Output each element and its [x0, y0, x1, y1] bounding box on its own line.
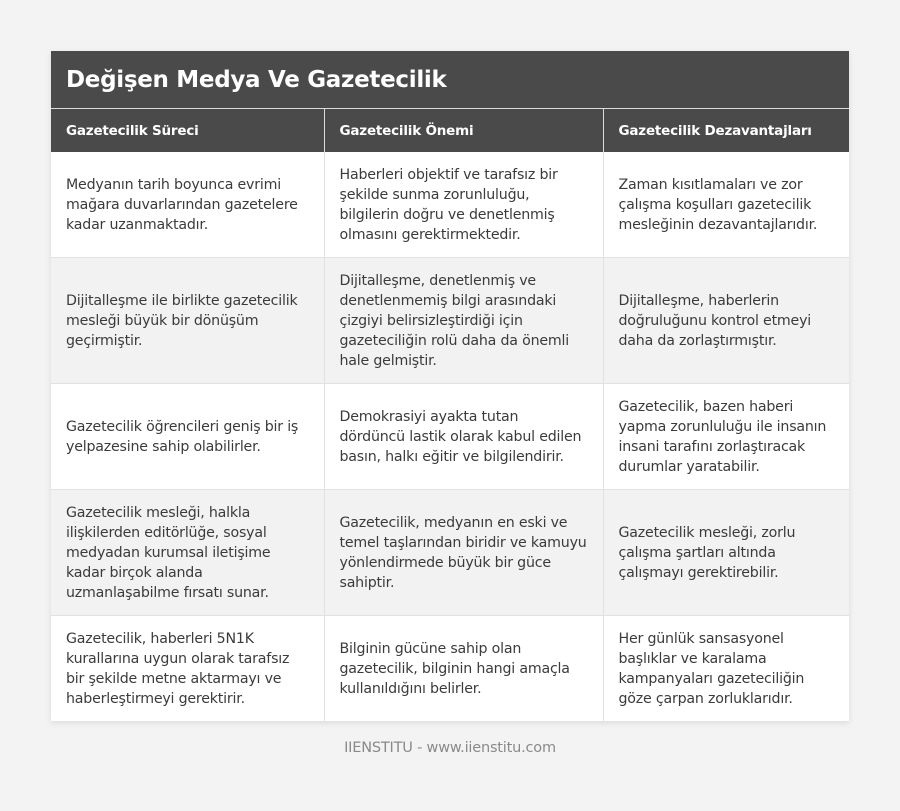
table-cell: Gazetecilik, medyanın en eski ve temel taşlarından biridir ve kamuyu yönlendirmede büyük bir güce sahiptir.: [324, 490, 603, 616]
comparison-table-card: [51, 51, 849, 721]
table-row: [51, 258, 849, 384]
table-cell: Demokrasiyi ayakta tutan dördüncü lastik olarak kabul edilen basın, halkı eğitir ve bilgilendirir.: [324, 384, 603, 490]
table-cell: Gazetecilik, haberleri 5N1K kurallarına uygun olarak tarafsız bir şekilde metne aktarmayı ve haberleştirmeyi gerektirir.: [51, 616, 324, 722]
table-title: Değişen Medya Ve Gazetecilik: [51, 51, 849, 109]
table-cell: Gazetecilik mesleği, zorlu çalışma şartları altında çalışmayı gerektirebilir.: [603, 490, 849, 616]
table-cell: Medyanın tarih boyunca evrimi mağara duvarlarından gazetelere kadar uzanmaktadır.: [51, 152, 324, 258]
table-row: [51, 490, 849, 616]
table-header-row: [51, 109, 849, 152]
column-header-dezavantajlari: Gazetecilik Dezavantajları: [603, 109, 849, 152]
comparison-table: [51, 109, 849, 721]
table-cell: Dijitalleşme ile birlikte gazetecilik mesleği büyük bir dönüşüm geçirmiştir.: [51, 258, 324, 384]
table-cell: Zaman kısıtlamaları ve zor çalışma koşulları gazetecilik mesleğinin dezavantajlarıdır.: [603, 152, 849, 258]
table-cell: Gazetecilik, bazen haberi yapma zorunluluğu ile insanın insani tarafını zorlaştıracak durumlar yaratabilir.: [603, 384, 849, 490]
table-cell: Her günlük sansasyonel başlıklar ve karalama kampanyaları gazeteciliğin göze çarpan zorluklarıdır.: [603, 616, 849, 722]
table-cell: Bilginin gücüne sahip olan gazetecilik, bilginin hangi amaçla kullanıldığını belirler.: [324, 616, 603, 722]
table-cell: Gazetecilik mesleği, halkla ilişkilerden editörlüğe, sosyal medyadan kurumsal iletişime kadar birçok alanda uzmanlaşabilme fırsatı sunar.: [51, 490, 324, 616]
table-cell: Haberleri objektif ve tarafsız bir şekilde sunma zorunluluğu, bilgilerin doğru ve denetlenmiş olmasını gerektirmektedir.: [324, 152, 603, 258]
footer-attribution: IIENSTITU - www.iienstitu.com: [344, 740, 556, 756]
column-header-sureci: Gazetecilik Süreci: [51, 109, 324, 152]
table-row: [51, 152, 849, 258]
table-row: [51, 384, 849, 490]
column-header-onemi: Gazetecilik Önemi: [324, 109, 603, 152]
table-cell: Dijitalleşme, denetlenmiş ve denetlenmemiş bilgi arasındaki çizgiyi belirsizleştirdiği için gazeteciliğin rolü daha da önemli hale gelmiştir.: [324, 258, 603, 384]
table-cell: Gazetecilik öğrencileri geniş bir iş yelpazesine sahip olabilirler.: [51, 384, 324, 490]
table-row: [51, 616, 849, 722]
table-cell: Dijitalleşme, haberlerin doğruluğunu kontrol etmeyi daha da zorlaştırmıştır.: [603, 258, 849, 384]
